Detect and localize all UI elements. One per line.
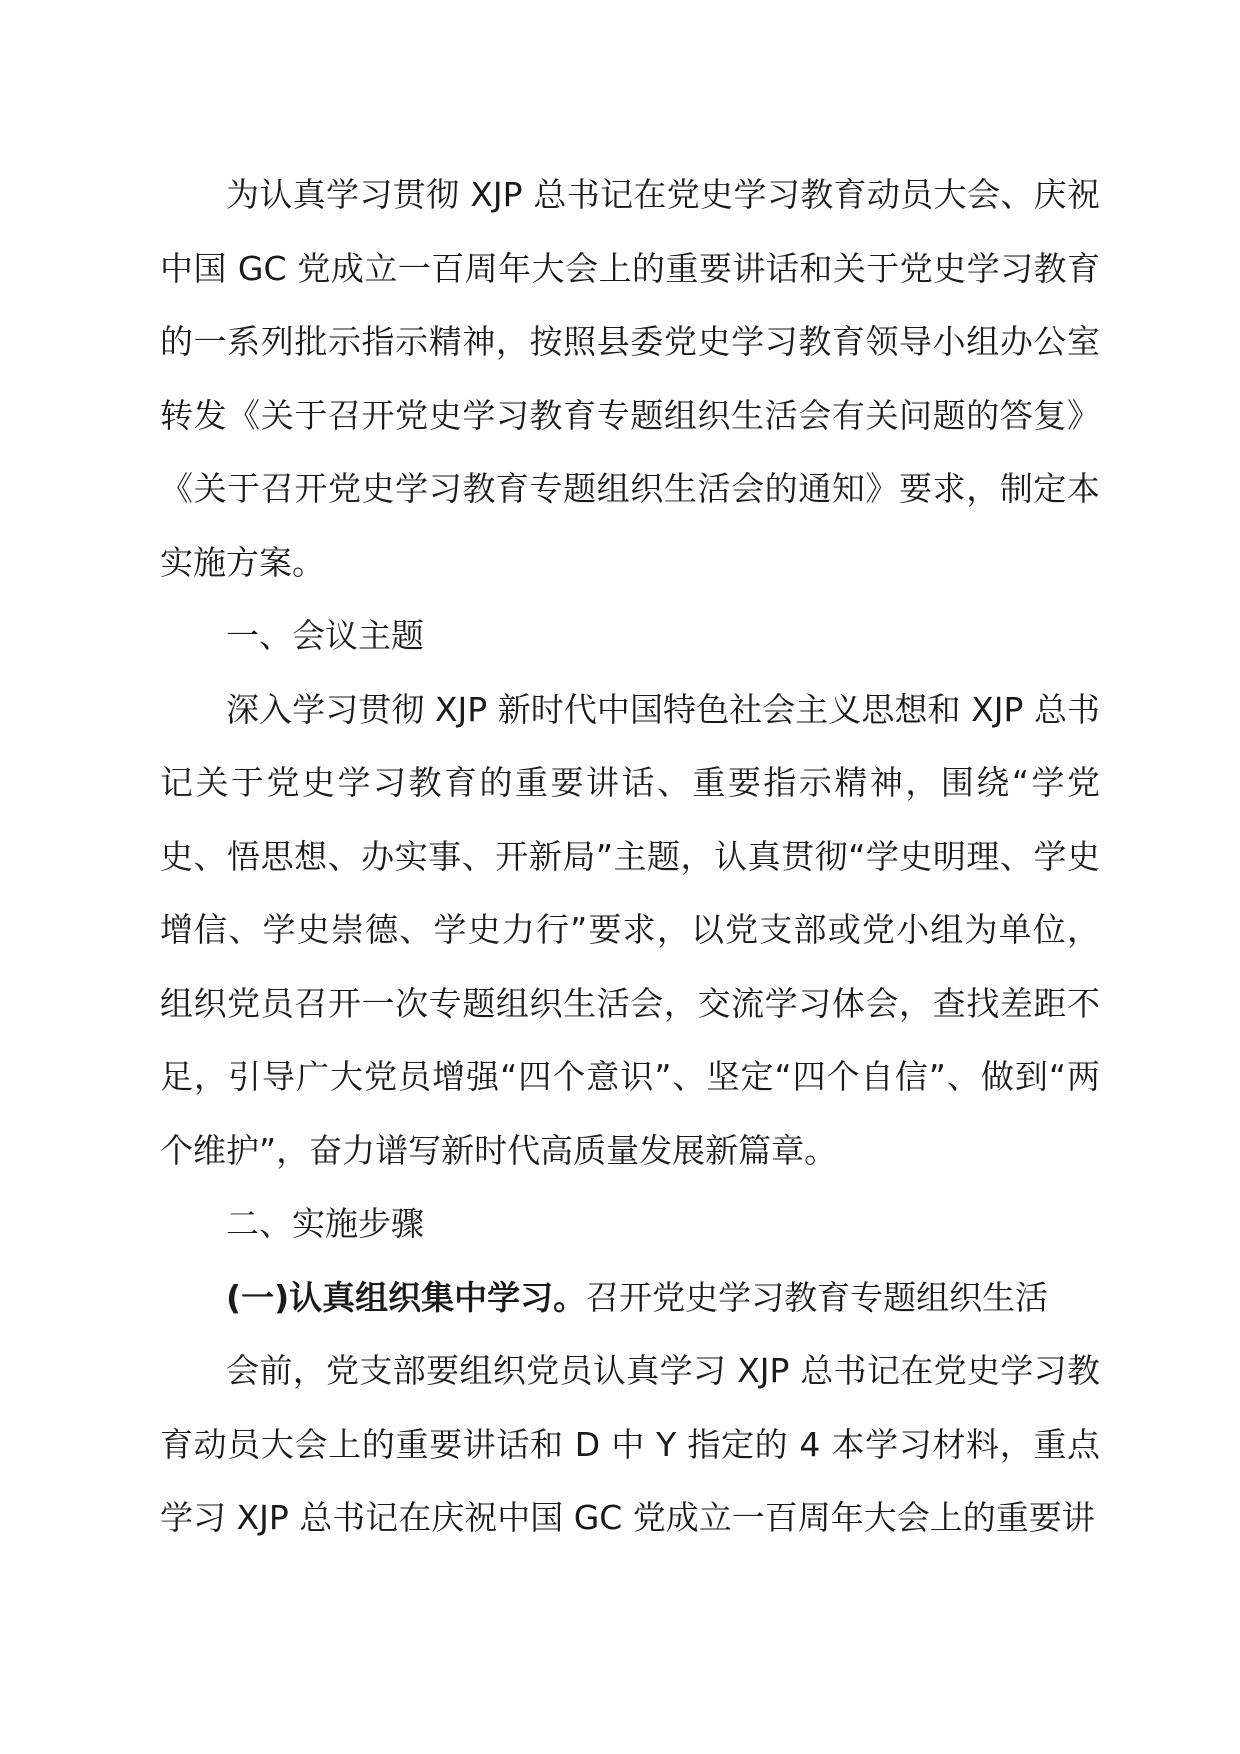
section-heading-meeting-theme: 一、会议主题 — [226, 616, 424, 655]
meeting-theme-paragraph: 深入学习贯彻 XJP 新时代中国特色社会主义思想和 XJP 总书记关于党史学习教育的重要讲话、重要指示精神，围绕“学党史、悟思想、办实事、开新局”主题，认真贯彻“学史明理、学史增信、学史崇德、学史力行”要求，以党支部或党小组为单位，组织党员召开一次专题组织生活会，交流学习体会，查找差距不足，引导广大党员增强“四个意识”、坚定“四个自信”、做到“两个维护”，奋力谱写新时代高质量发展新篇章。 — [160, 689, 1100, 1170]
step-1-title-rest: 召开党史学习教育专题组织生活 — [586, 1277, 1049, 1317]
step-1-title-line — [160, 1261, 1100, 1335]
document-page — [160, 158, 1100, 1555]
section-heading-implementation-steps: 二、实施步骤 — [226, 1204, 424, 1243]
intro-paragraph: 为认真学习贯彻 XJP 总书记在党史学习教育动员大会、庆祝中国 GC 党成立一百周年大会上的重要讲话和关于党史学习教育的一系列批示指示精神，按照县委党史学习教育领导小组办公室转发《关于召开党史学习教育专题组织生活会有关问题的答复》《关于召开党史学习教育专题组织生活会的通知》要求，制定本实施方案。 — [160, 175, 1100, 582]
step-1-title-bold: (一)认真组织集中学习。 — [226, 1277, 587, 1317]
step-1-body-paragraph: 会前，党支部要组织党员认真学习 XJP 总书记在党史学习教育动员大会上的重要讲话和 D 中 Y 指定的 4 本学习材料，重点学习 XJP 总书记在庆祝中国 GC 党成立一百周年大会上的重要讲 — [160, 1351, 1100, 1537]
